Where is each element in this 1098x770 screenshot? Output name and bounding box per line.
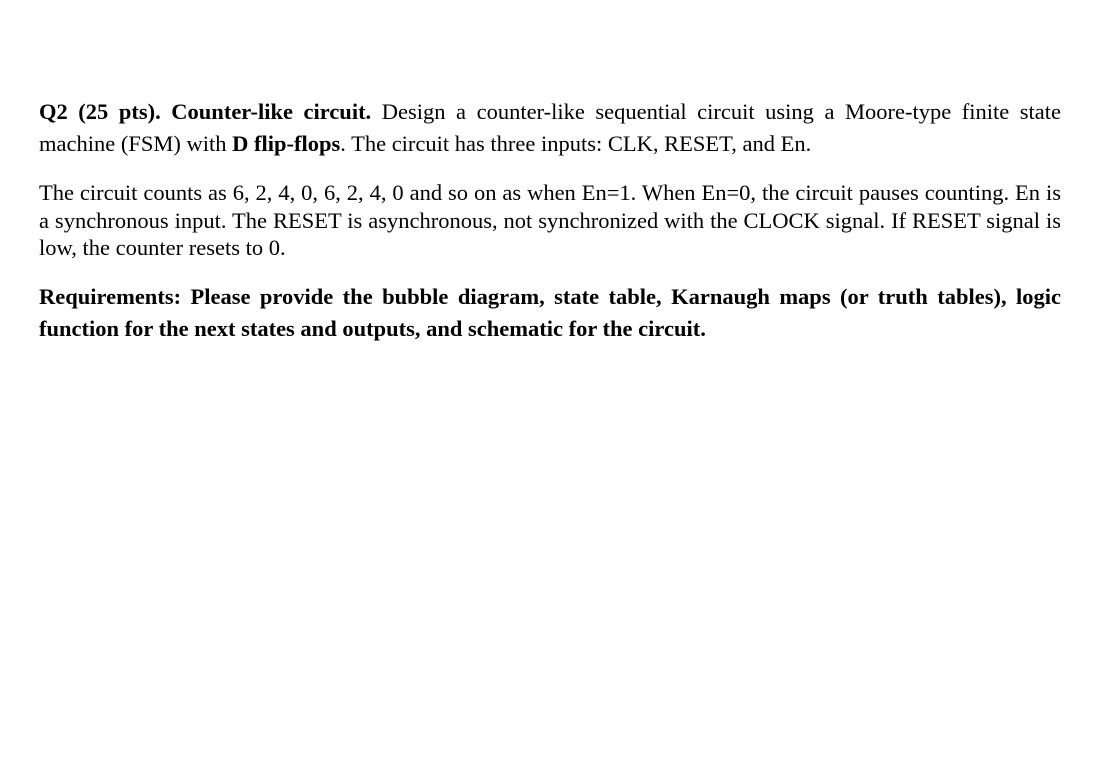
question-title: Counter-like circuit. (171, 99, 372, 124)
requirements-paragraph: Requirements: Please provide the bubble diagram, state table, Karnaugh maps (or truth tables), logic function for the next states and outputs, and schematic for the circuit. (39, 283, 1061, 341)
question-label: Q2 (25 pts). (39, 99, 161, 124)
question-text-1: Design a counter-like sequential circuit using a Moore-type finite state machine (FSM) with (39, 99, 1062, 156)
document-page (39, 96, 1061, 345)
description-paragraph: The circuit counts as 6, 2, 4, 0, 6, 2, 4, 0 and so on as when En=1. When En=0, the circuit pauses counting. En is a synchronous input. The RESET is asynchronous, not synchronized with the CLOCK signal. If RESET signal is low, the counter resets to 0. (39, 180, 1061, 260)
question-paragraph (39, 96, 1061, 160)
question-text-2: . The circuit has three inputs: CLK, RESET, and En. (340, 131, 812, 156)
question-emphasis: D flip-flops (232, 131, 341, 156)
